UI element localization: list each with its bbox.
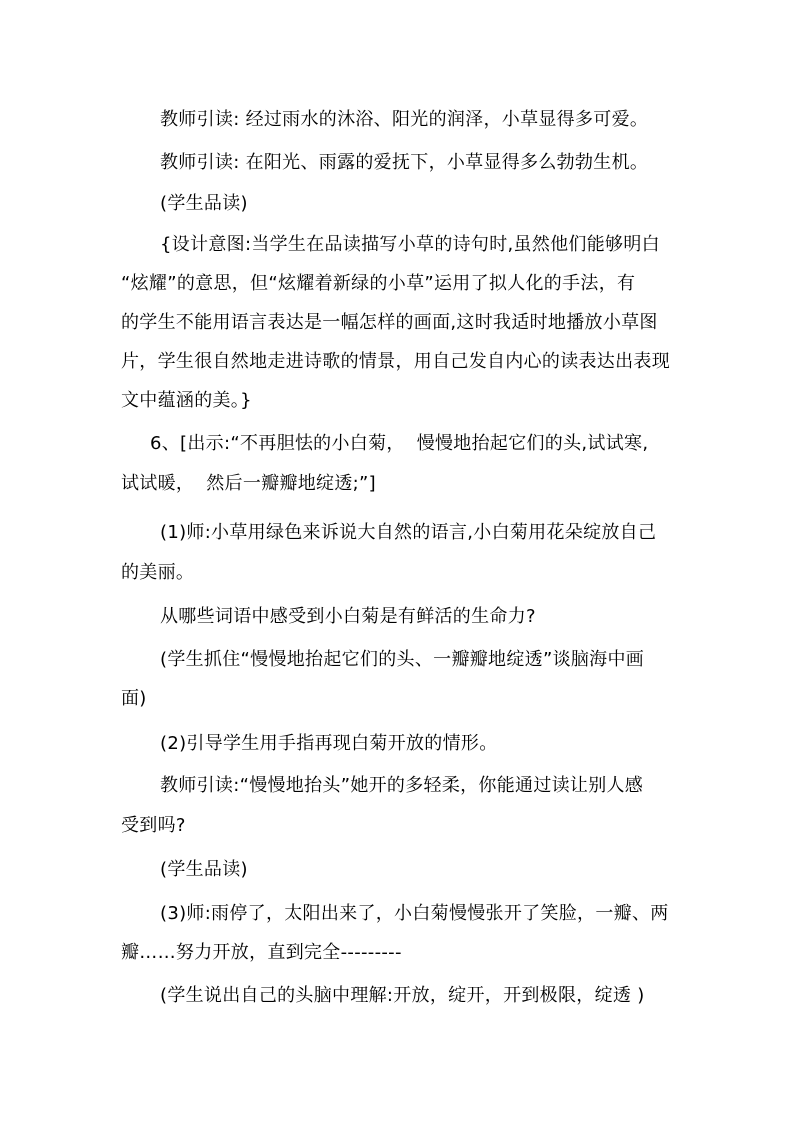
guide-students-paragraph: (2)引导学生用手指再现白菊开放的情形。	[160, 733, 498, 754]
paragraph-student-reading-2: (学生品读)	[160, 859, 248, 880]
step-6-quote-line-2: 试试暖， 然后一瓣瓣地绽透;”]	[121, 473, 376, 494]
question-paragraph: 从哪些词语中感受到小白菊是有鲜活的生命力?	[160, 606, 536, 627]
teacher-statement-3-line-2: 瓣……努力开放，直到完全---------	[121, 942, 402, 963]
student-grasp-line-2: 面)	[121, 688, 147, 709]
teacher-statement-1-line-1: (1)师:小草用绿色来诉说大自然的语言,小白菊用花朵绽放自己	[160, 522, 657, 543]
student-grasp-line-1: (学生抓住“慢慢地抬起它们的头、一瓣瓣地绽透”谈脑海中画	[160, 649, 645, 670]
design-intent-line-4: 片，学生很自然地走进诗歌的情景，用自己发自内心的读表达出表现	[121, 351, 670, 372]
design-intent-line-3: 的学生不能用语言表达是一幅怎样的画面,这时我适时地播放小草图	[121, 312, 658, 333]
teacher-statement-3-line-1: (3)师:雨停了，太阳出来了，小白菊慢慢张开了笑脸，一瓣、两	[160, 903, 669, 924]
paragraph-student-reading-1: (学生品读)	[160, 193, 248, 214]
design-intent-line-1: {设计意图:当学生在品读描写小草的诗句时,虽然他们能够明白	[160, 234, 660, 255]
design-intent-line-2: “炫耀”的意思，但“炫耀着新绿的小草”运用了拟人化的手法，有	[121, 273, 636, 294]
teacher-statement-1-line-2: 的美丽。	[121, 562, 195, 583]
paragraph-teacher-lead-2: 教师引读: 在阳光、雨露的爱抚下，小草显得多么勃勃生机。	[160, 152, 649, 173]
teacher-lead-3-line-1: 教师引读:“慢慢地抬头”她开的多轻柔，你能通过读让别人感	[160, 775, 644, 796]
teacher-lead-3-line-2: 受到吗?	[121, 815, 186, 836]
design-intent-line-5: 文中蕴涵的美。}	[121, 390, 252, 411]
step-6-quote-line-1: 6、[出示:“不再胆怯的小白菊， 慢慢地抬起它们的头,试试寒,	[150, 433, 649, 454]
student-understanding-paragraph: (学生说出自己的头脑中理解:开放，绽开，开到极限，绽透 )	[160, 985, 645, 1006]
paragraph-teacher-lead-1: 教师引读: 经过雨水的沐浴、阳光的润泽，小草显得多可爱。	[160, 109, 649, 130]
